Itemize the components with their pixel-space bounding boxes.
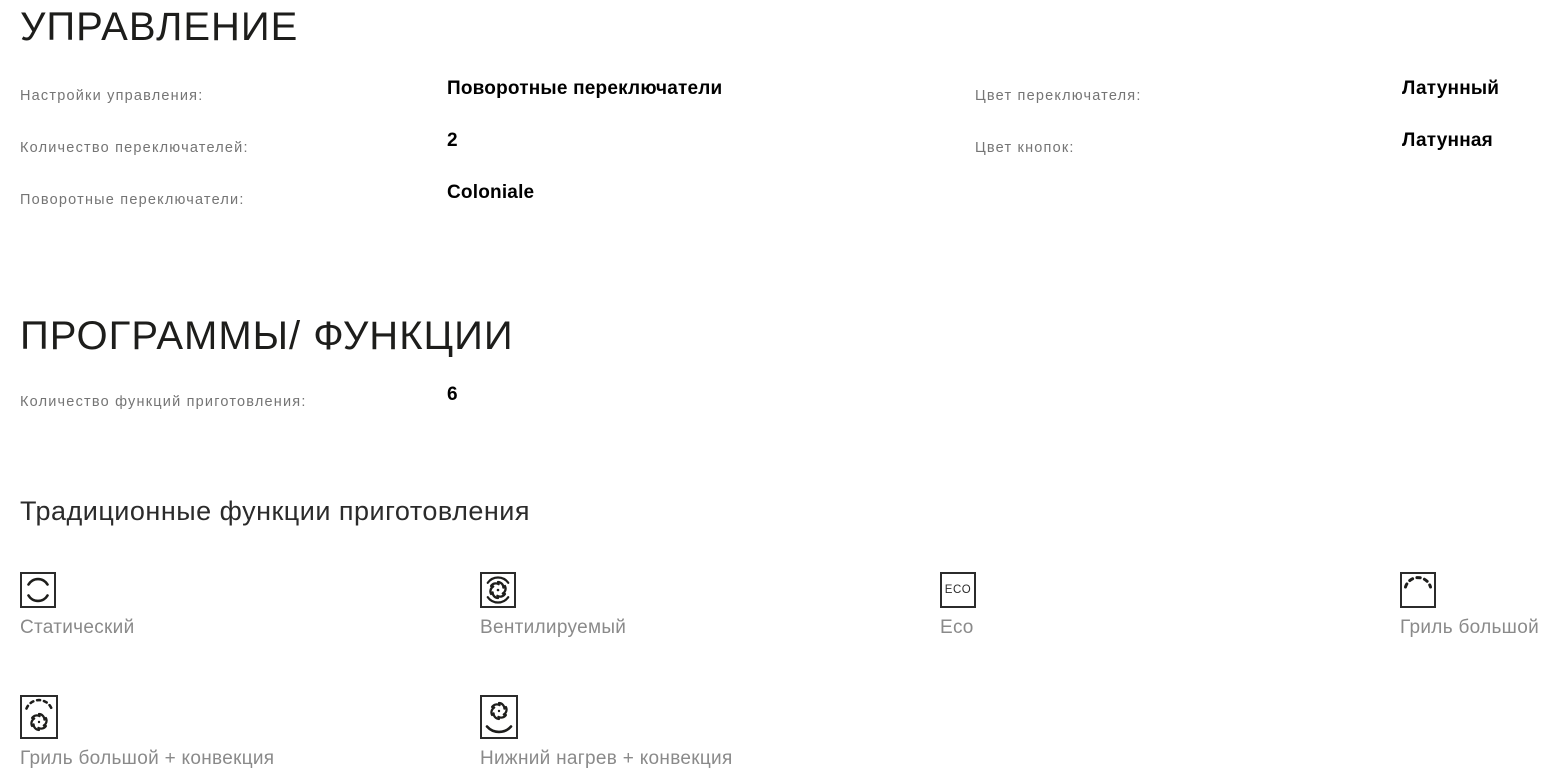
spec-value-cooking-functions-count: 6 bbox=[447, 384, 458, 405]
programs-spec-grid bbox=[20, 384, 1538, 436]
cooking-function-label: Вентилируемый bbox=[480, 617, 627, 638]
spec-value-knob-color: Латунный bbox=[1402, 78, 1500, 99]
spec-value-button-color: Латунная bbox=[1402, 130, 1493, 151]
cooking-function-label: Гриль большой bbox=[1400, 617, 1540, 638]
control-spec-grid bbox=[20, 78, 1538, 234]
traditional-functions-title: Традиционные функции приготовления bbox=[20, 496, 531, 526]
grill-convection-icon bbox=[20, 695, 58, 739]
static-oven-icon bbox=[20, 572, 56, 608]
cooking-function-static bbox=[20, 572, 480, 639]
functions-row-2 bbox=[20, 695, 1538, 770]
cooking-function-label: Гриль большой + конвекция bbox=[20, 748, 275, 769]
cooking-function-label: Статический bbox=[20, 617, 135, 638]
spec-label-control-settings: Настройки управления: bbox=[20, 88, 204, 104]
spec-label-knob-count: Количество переключателей: bbox=[20, 140, 249, 156]
eco-icon bbox=[940, 572, 976, 608]
cooking-function-eco bbox=[940, 572, 1400, 639]
spec-label-button-color: Цвет кнопок: bbox=[975, 140, 1075, 156]
cooking-function-label: Eco bbox=[940, 617, 974, 638]
cooking-function-grill-large bbox=[1400, 572, 1539, 639]
cooking-function-label: Нижний нагрев + конвекция bbox=[480, 748, 733, 769]
functions-row-1 bbox=[20, 572, 1538, 639]
spec-label-cooking-functions-count: Количество функций приготовления: bbox=[20, 394, 307, 410]
spec-value-control-settings: Поворотные переключатели bbox=[447, 78, 723, 99]
section-title-programs: ПРОГРАММЫ/ ФУНКЦИИ bbox=[20, 314, 514, 358]
spec-label-rotary-knobs: Поворотные переключатели: bbox=[20, 192, 245, 208]
cooking-function-grill-convection bbox=[20, 695, 480, 770]
spec-value-knob-count: 2 bbox=[447, 130, 458, 151]
cooking-function-bottom-heat-convection bbox=[480, 695, 940, 770]
spec-value-rotary-knobs: Coloniale bbox=[447, 182, 535, 203]
spec-label-knob-color: Цвет переключателя: bbox=[975, 88, 1142, 104]
fan-convection-icon bbox=[480, 572, 516, 608]
section-title-control: УПРАВЛЕНИЕ bbox=[20, 5, 299, 49]
cooking-function-fan bbox=[480, 572, 940, 639]
bottom-heat-convection-icon bbox=[480, 695, 518, 739]
eco-icon-text: ECO bbox=[944, 584, 972, 596]
grill-large-icon bbox=[1400, 572, 1436, 608]
